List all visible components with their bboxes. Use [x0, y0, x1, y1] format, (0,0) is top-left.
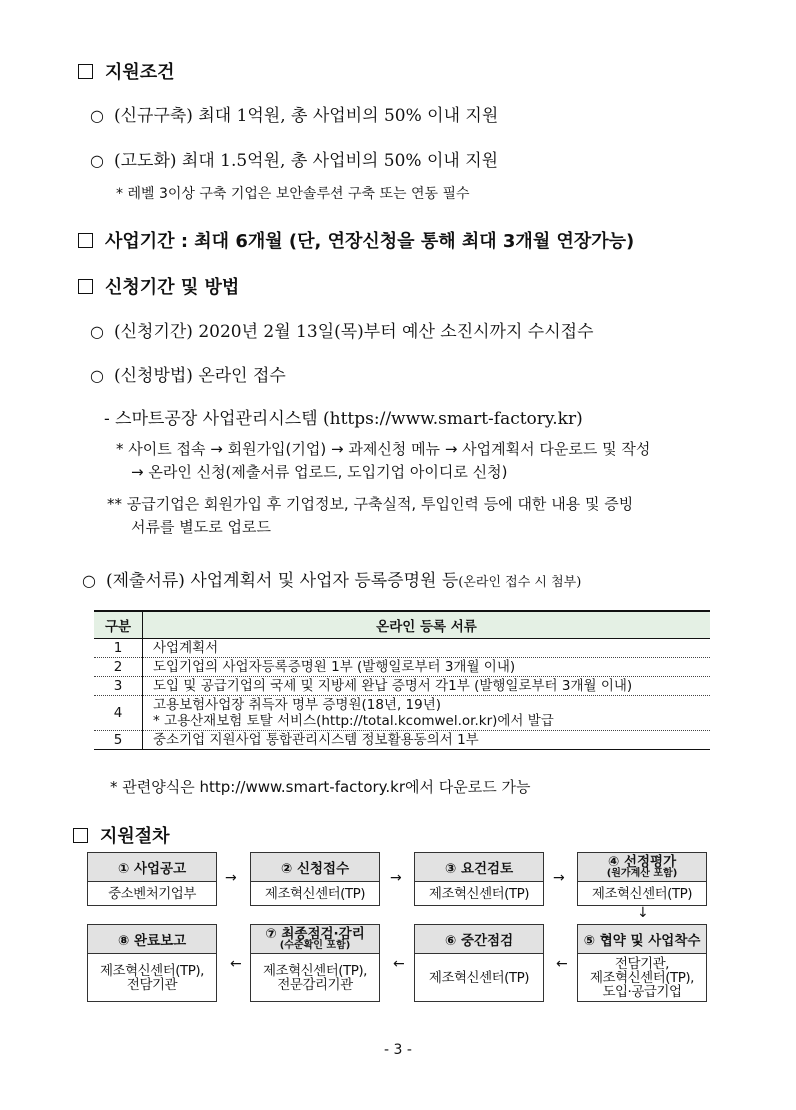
application-note2-line2: 서류를 별도로 업로드 [131, 518, 271, 536]
application-method [90, 361, 286, 386]
arrow-right-icon: → [390, 870, 402, 886]
section-title: 지원절차 [100, 826, 170, 847]
application-note2-line1: ** 공급기업은 회원가입 후 기업정보, 구축실적, 투입인력 등에 대한 내용 및 증빙 [107, 495, 634, 513]
application-period [90, 317, 594, 342]
step-6-interim-inspection [414, 924, 544, 1002]
circle-bullet-icon: ○ [90, 106, 104, 125]
step-body [251, 954, 379, 1001]
step-body-line: 제조혁신센터(TP), [263, 962, 367, 979]
step-4-evaluation [577, 852, 707, 906]
step-header [88, 853, 216, 882]
step-7-final-inspection [250, 924, 380, 1002]
row-number: 2 [94, 658, 143, 677]
checkbox-square-icon [78, 64, 93, 79]
step-body-line: 중소벤처기업부 [108, 885, 196, 902]
support-item-text: (신규구축) 최대 1억원, 총 사업비의 50% 이내 지원 [113, 106, 499, 126]
arrow-right-icon: → [225, 870, 237, 886]
step-title: ③ 요건검토 [444, 861, 514, 877]
step-body [578, 954, 706, 1001]
table-row [94, 731, 710, 750]
step-8-completion [87, 924, 217, 1002]
support-note: * 레벨 3이상 구축 기업은 보안솔루션 구축 또는 연동 필수 [116, 186, 470, 202]
checkbox-square-icon [78, 279, 93, 294]
documents-text: (제출서류) 사업계획서 및 사업자 등록증명원 등 [105, 571, 459, 591]
documents-suffix: (온라인 접수 시 첨부) [458, 575, 582, 590]
row-document-line1: 고용보험사업장 취득자 명부 증명원(18년, 19년) [153, 697, 442, 713]
section-business-period [78, 227, 634, 253]
circle-bullet-icon: ○ [90, 151, 104, 170]
step-body [578, 882, 706, 905]
circle-bullet-icon: ○ [82, 571, 96, 590]
checkbox-square-icon [78, 233, 93, 248]
table-header-category: 구분 [94, 611, 143, 639]
row-document: 도입 및 공급기업의 국세 및 지방세 완납 증명서 각1부 (발행일로부터 3개월 이내) [143, 677, 711, 696]
page-number: - 3 - [384, 1042, 412, 1058]
step-header [88, 925, 216, 954]
step-3-review [414, 852, 544, 906]
table-header-documents: 온라인 등록 서류 [143, 611, 711, 639]
step-header [578, 853, 706, 882]
row-document: 중소기업 지원사업 통합관리시스템 정보활용동의서 1부 [143, 731, 711, 750]
row-document: 사업계획서 [143, 639, 711, 658]
step-body-line: 제조혁신센터(TP) [428, 885, 530, 902]
step-body-line: 도입·공급기업 [602, 983, 682, 1000]
row-document [143, 696, 711, 731]
row-number: 1 [94, 639, 143, 658]
step-title: ⑤ 협약 및 사업착수 [583, 933, 701, 949]
step-header [251, 925, 379, 954]
circle-bullet-icon: ○ [90, 366, 104, 385]
row-document-line2: * 고용산재보험 토탈 서비스(http://total.kcomwel.or.kr)에서 발급 [153, 713, 554, 729]
step-body-line: 전문감리기관 [277, 976, 353, 993]
step-title: ④ 선정평가 [607, 853, 677, 870]
step-body [415, 882, 543, 905]
step-body-line: 제조혁신센터(TP) [591, 885, 693, 902]
step-header [578, 925, 706, 954]
arrow-right-icon: → [553, 870, 565, 886]
section-title: 사업기간 : 최대 6개월 (단, 연장신청을 통해 최대 3개월 연장가능) [105, 231, 635, 252]
step-body-line: 제조혁신센터(TP) [428, 969, 530, 986]
step-header [415, 925, 543, 954]
step-body-line: 전담기관, [615, 955, 669, 972]
step-title: ⑧ 완료보고 [117, 933, 187, 949]
documents-table [94, 610, 710, 750]
step-5-agreement [577, 924, 707, 1002]
circle-bullet-icon: ○ [90, 322, 104, 341]
section-support-conditions [78, 58, 175, 84]
application-documents [82, 566, 581, 591]
step-subtitle: (수준확인 포함) [279, 939, 351, 951]
step-title: ② 신청접수 [280, 861, 350, 877]
table-row [94, 658, 710, 677]
application-system: - 스마트공장 사업관리시스템 (https://www.smart-factory.kr) [104, 409, 583, 429]
step-body [415, 954, 543, 1001]
arrow-left-icon: ← [230, 956, 242, 972]
section-title: 지원조건 [105, 62, 175, 83]
step-title: ⑥ 중간점검 [444, 933, 514, 949]
step-subtitle: (원가계산 포함) [606, 867, 678, 879]
table-footnote: * 관련양식은 http://www.smart-factory.kr에서 다운로드 가능 [110, 778, 531, 796]
step-body-line: 제조혁신센터(TP) [264, 885, 366, 902]
step-header [251, 853, 379, 882]
step-1-announcement [87, 852, 217, 906]
step-body [88, 882, 216, 905]
section-application [78, 273, 239, 299]
step-body [251, 882, 379, 905]
row-number: 4 [94, 696, 143, 731]
checkbox-square-icon [73, 828, 88, 843]
step-body-line: 제조혁신센터(TP), [100, 962, 204, 979]
row-document: 도입기업의 사업자등록증명원 1부 (발행일로부터 3개월 이내) [143, 658, 711, 677]
row-number: 5 [94, 731, 143, 750]
step-body-line: 제조혁신센터(TP), [590, 969, 694, 986]
step-header [415, 853, 543, 882]
application-note1-line2: → 온라인 신청(제출서류 업로드, 도입기업 아이디로 신청) [131, 463, 508, 481]
arrow-left-icon: ← [393, 956, 405, 972]
step-2-application [250, 852, 380, 906]
section-title: 신청기간 및 방법 [105, 277, 240, 298]
step-title: ⑦ 최종점검·감리 [265, 925, 365, 942]
support-item-new [90, 101, 498, 126]
support-item-text: (고도화) 최대 1.5억원, 총 사업비의 50% 이내 지원 [113, 151, 499, 171]
step-body [88, 954, 216, 1001]
application-method-text: (신청방법) 온라인 접수 [113, 366, 286, 386]
step-body-line: 전담기관 [126, 976, 178, 993]
arrow-down-icon: ↓ [637, 905, 649, 921]
row-number: 3 [94, 677, 143, 696]
step-title: ① 사업공고 [117, 861, 187, 877]
table-row [94, 677, 710, 696]
section-procedure [73, 822, 170, 848]
support-item-upgrade [90, 146, 498, 171]
table-row [94, 639, 710, 658]
arrow-left-icon: ← [556, 956, 568, 972]
table-row [94, 696, 710, 731]
application-period-text: (신청기간) 2020년 2월 13일(목)부터 예산 소진시까지 수시접수 [113, 322, 594, 342]
table-header-row [94, 611, 710, 639]
application-note1-line1: * 사이트 접속 → 회원가입(기업) → 과제신청 메뉴 → 사업계획서 다운로드 및 작성 [116, 440, 651, 458]
